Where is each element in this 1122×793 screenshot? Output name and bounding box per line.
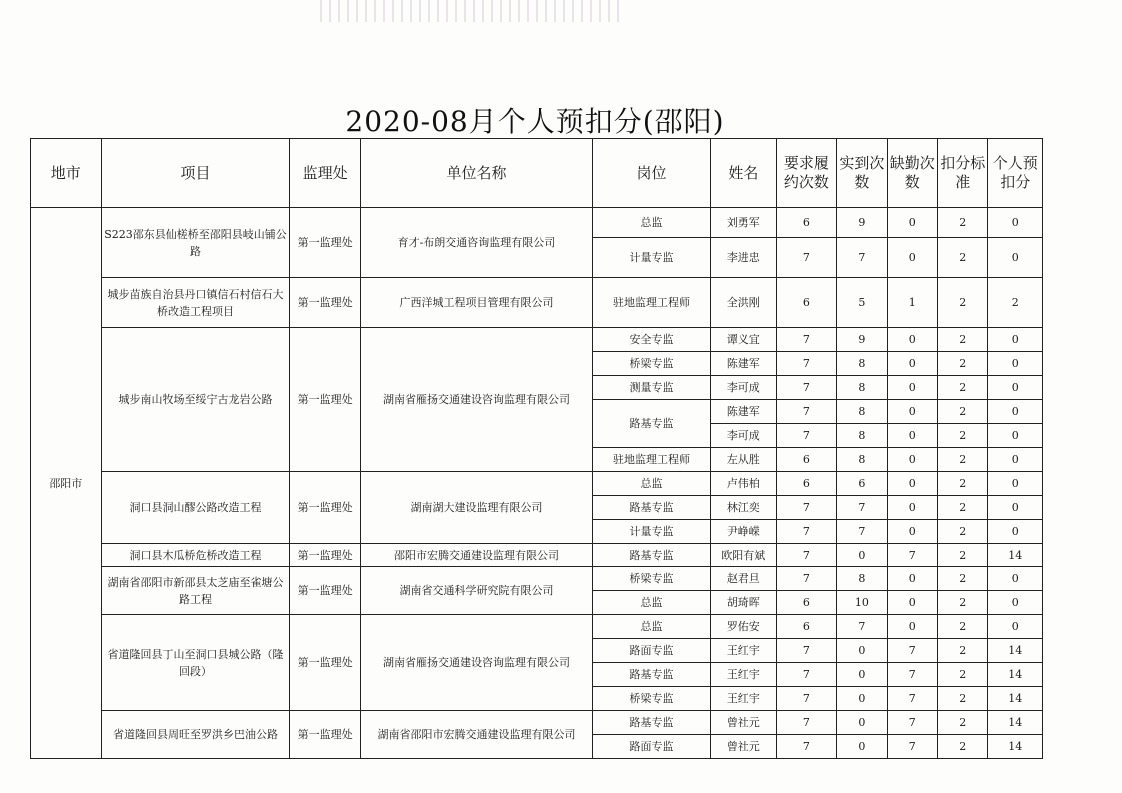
city-cell: 邵阳市 — [31, 208, 102, 759]
post-cell: 驻地监理工程师 — [592, 278, 710, 328]
table-row — [31, 208, 1043, 238]
post-cell: 桥梁专监 — [592, 687, 710, 711]
required-cell: 7 — [776, 328, 837, 352]
header-unit: 单位名称 — [360, 139, 592, 208]
standard-cell: 2 — [938, 567, 988, 591]
name-cell: 胡琦晖 — [711, 591, 777, 615]
deduction-cell: 0 — [988, 520, 1043, 544]
deduction-cell: 14 — [988, 687, 1043, 711]
name-cell: 李可成 — [711, 424, 777, 448]
deduction-cell: 0 — [988, 615, 1043, 639]
post-cell: 桥梁专监 — [592, 567, 710, 591]
present-cell: 0 — [837, 735, 887, 759]
present-cell: 7 — [837, 496, 887, 520]
absent-cell: 0 — [887, 472, 937, 496]
required-cell: 7 — [776, 400, 837, 424]
project-cell: 省道隆回县周旺至罗洪乡巴油公路 — [101, 711, 290, 759]
standard-cell: 2 — [938, 352, 988, 376]
required-cell: 7 — [776, 424, 837, 448]
present-cell: 0 — [837, 711, 887, 735]
deduction-cell: 14 — [988, 735, 1043, 759]
required-cell: 6 — [776, 278, 837, 328]
header-deduction: 个人预扣分 — [988, 139, 1043, 208]
standard-cell: 2 — [938, 448, 988, 472]
required-cell: 6 — [776, 448, 837, 472]
office-cell: 第一监理处 — [290, 567, 361, 615]
office-cell: 第一监理处 — [290, 544, 361, 567]
absent-cell: 1 — [887, 278, 937, 328]
post-cell: 路基专监 — [592, 400, 710, 448]
name-cell: 曾社元 — [711, 735, 777, 759]
standard-cell: 2 — [938, 400, 988, 424]
project-cell: 城步南山牧场至绥宁古龙岩公路 — [101, 328, 290, 472]
present-cell: 7 — [837, 615, 887, 639]
standard-cell: 2 — [938, 591, 988, 615]
absent-cell: 7 — [887, 687, 937, 711]
header-required: 要求履约次数 — [776, 139, 837, 208]
name-cell: 李进忠 — [711, 238, 777, 278]
present-cell: 10 — [837, 591, 887, 615]
project-cell: 洞口县洞山醪公路改造工程 — [101, 472, 290, 544]
standard-cell: 2 — [938, 472, 988, 496]
project-cell: S223邵东县仙槎桥至邵阳县岐山铺公路 — [101, 208, 290, 278]
absent-cell: 0 — [887, 496, 937, 520]
deduction-cell: 14 — [988, 544, 1043, 567]
required-cell: 7 — [776, 544, 837, 567]
header-office: 监理处 — [290, 139, 361, 208]
page-title: 2020-08月个人预扣分(邵阳) — [345, 105, 725, 138]
project-cell: 洞口县木瓜桥危桥改造工程 — [101, 544, 290, 567]
present-cell: 7 — [837, 520, 887, 544]
deduction-cell: 0 — [988, 352, 1043, 376]
present-cell: 9 — [837, 328, 887, 352]
present-cell: 6 — [837, 472, 887, 496]
deduction-cell: 14 — [988, 711, 1043, 735]
required-cell: 7 — [776, 663, 837, 687]
standard-cell: 2 — [938, 328, 988, 352]
standard-cell: 2 — [938, 208, 988, 238]
office-cell: 第一监理处 — [290, 328, 361, 472]
present-cell: 8 — [837, 567, 887, 591]
absent-cell: 0 — [887, 208, 937, 238]
office-cell: 第一监理处 — [290, 615, 361, 711]
deduction-cell: 0 — [988, 376, 1043, 400]
deduction-cell: 0 — [988, 567, 1043, 591]
office-cell: 第一监理处 — [290, 711, 361, 759]
post-cell: 桥梁专监 — [592, 352, 710, 376]
name-cell: 曾社元 — [711, 711, 777, 735]
standard-cell: 2 — [938, 544, 988, 567]
name-cell: 王红宇 — [711, 687, 777, 711]
unit-cell: 湖南省邵阳市宏腾交通建设监理有限公司 — [360, 711, 592, 759]
header-present: 实到次数 — [837, 139, 887, 208]
present-cell: 8 — [837, 400, 887, 424]
required-cell: 7 — [776, 496, 837, 520]
present-cell: 7 — [837, 238, 887, 278]
absent-cell: 7 — [887, 639, 937, 663]
table-row — [31, 278, 1043, 328]
unit-cell: 湖南省雁扬交通建设咨询监理有限公司 — [360, 615, 592, 711]
standard-cell: 2 — [938, 663, 988, 687]
present-cell: 0 — [837, 544, 887, 567]
post-cell: 计量专监 — [592, 238, 710, 278]
present-cell: 8 — [837, 448, 887, 472]
table-row — [31, 544, 1043, 567]
unit-cell: 湖南省交通科学研究院有限公司 — [360, 567, 592, 615]
deduction-cell: 0 — [988, 238, 1043, 278]
name-cell: 李可成 — [711, 376, 777, 400]
name-cell: 卢伟柏 — [711, 472, 777, 496]
deduction-cell: 0 — [988, 424, 1043, 448]
project-cell: 湖南省邵阳市新邵县太芝庙至雀塘公路工程 — [101, 567, 290, 615]
absent-cell: 7 — [887, 544, 937, 567]
name-cell: 刘勇军 — [711, 208, 777, 238]
required-cell: 7 — [776, 567, 837, 591]
required-cell: 6 — [776, 615, 837, 639]
unit-cell: 育才-布朗交通咨询监理有限公司 — [360, 208, 592, 278]
table-row — [31, 615, 1043, 639]
absent-cell: 0 — [887, 615, 937, 639]
present-cell: 0 — [837, 663, 887, 687]
table-body — [31, 208, 1043, 759]
absent-cell: 0 — [887, 448, 937, 472]
required-cell: 7 — [776, 711, 837, 735]
scan-mark — [320, 0, 620, 22]
deduction-cell: 0 — [988, 328, 1043, 352]
absent-cell: 7 — [887, 711, 937, 735]
deduction-table — [30, 138, 1043, 759]
standard-cell: 2 — [938, 615, 988, 639]
header-absent: 缺勤次数 — [887, 139, 937, 208]
absent-cell: 0 — [887, 352, 937, 376]
post-cell: 路面专监 — [592, 639, 710, 663]
standard-cell: 2 — [938, 639, 988, 663]
deduction-cell: 0 — [988, 208, 1043, 238]
standard-cell: 2 — [938, 238, 988, 278]
name-cell: 尹峥嵘 — [711, 520, 777, 544]
office-cell: 第一监理处 — [290, 472, 361, 544]
deduction-cell: 2 — [988, 278, 1043, 328]
name-cell: 陈建军 — [711, 352, 777, 376]
unit-cell: 湖南省雁扬交通建设咨询监理有限公司 — [360, 328, 592, 472]
office-cell: 第一监理处 — [290, 278, 361, 328]
header-post: 岗位 — [592, 139, 710, 208]
name-cell: 赵君旦 — [711, 567, 777, 591]
standard-cell: 2 — [938, 424, 988, 448]
name-cell: 王红宇 — [711, 663, 777, 687]
post-cell: 路基专监 — [592, 711, 710, 735]
deduction-cell: 0 — [988, 448, 1043, 472]
standard-cell: 2 — [938, 376, 988, 400]
post-cell: 路基专监 — [592, 663, 710, 687]
present-cell: 5 — [837, 278, 887, 328]
standard-cell: 2 — [938, 278, 988, 328]
post-cell: 总监 — [592, 615, 710, 639]
deduction-cell: 0 — [988, 496, 1043, 520]
absent-cell: 0 — [887, 400, 937, 424]
post-cell: 总监 — [592, 591, 710, 615]
present-cell: 8 — [837, 424, 887, 448]
header-name: 姓名 — [711, 139, 777, 208]
present-cell: 9 — [837, 208, 887, 238]
standard-cell: 2 — [938, 496, 988, 520]
absent-cell: 7 — [887, 663, 937, 687]
table-row — [31, 711, 1043, 735]
standard-cell: 2 — [938, 687, 988, 711]
post-cell: 路面专监 — [592, 735, 710, 759]
header-city: 地市 — [31, 139, 102, 208]
name-cell: 王红宇 — [711, 639, 777, 663]
header-row — [31, 139, 1043, 208]
post-cell: 总监 — [592, 472, 710, 496]
name-cell: 罗佑安 — [711, 615, 777, 639]
post-cell: 驻地监理工程师 — [592, 448, 710, 472]
required-cell: 7 — [776, 238, 837, 278]
name-cell: 林江奕 — [711, 496, 777, 520]
post-cell: 计量专监 — [592, 520, 710, 544]
name-cell: 全洪刚 — [711, 278, 777, 328]
standard-cell: 2 — [938, 711, 988, 735]
deduction-cell: 0 — [988, 400, 1043, 424]
absent-cell: 0 — [887, 328, 937, 352]
present-cell: 8 — [837, 352, 887, 376]
required-cell: 7 — [776, 352, 837, 376]
table-row — [31, 567, 1043, 591]
required-cell: 6 — [776, 208, 837, 238]
unit-cell: 邵阳市宏腾交通建设监理有限公司 — [360, 544, 592, 567]
required-cell: 6 — [776, 591, 837, 615]
absent-cell: 7 — [887, 735, 937, 759]
absent-cell: 0 — [887, 520, 937, 544]
absent-cell: 0 — [887, 238, 937, 278]
post-cell: 测量专监 — [592, 376, 710, 400]
project-cell: 省道隆回县丁山至洞口县城公路（隆回段） — [101, 615, 290, 711]
required-cell: 7 — [776, 376, 837, 400]
required-cell: 6 — [776, 472, 837, 496]
header-project: 项目 — [101, 139, 290, 208]
header-standard: 扣分标准 — [938, 139, 988, 208]
post-cell: 安全专监 — [592, 328, 710, 352]
required-cell: 7 — [776, 639, 837, 663]
post-cell: 路基专监 — [592, 496, 710, 520]
present-cell: 0 — [837, 639, 887, 663]
standard-cell: 2 — [938, 520, 988, 544]
post-cell: 总监 — [592, 208, 710, 238]
deduction-cell: 14 — [988, 639, 1043, 663]
absent-cell: 0 — [887, 567, 937, 591]
absent-cell: 0 — [887, 591, 937, 615]
deduction-cell: 0 — [988, 472, 1043, 496]
name-cell: 谭义宜 — [711, 328, 777, 352]
unit-cell: 湖南湖大建设监理有限公司 — [360, 472, 592, 544]
present-cell: 8 — [837, 376, 887, 400]
absent-cell: 0 — [887, 424, 937, 448]
required-cell: 7 — [776, 520, 837, 544]
project-cell: 城步苗族自治县丹口镇信石村信石大桥改造工程项目 — [101, 278, 290, 328]
absent-cell: 0 — [887, 376, 937, 400]
present-cell: 0 — [837, 687, 887, 711]
office-cell: 第一监理处 — [290, 208, 361, 278]
required-cell: 7 — [776, 735, 837, 759]
name-cell: 左从胜 — [711, 448, 777, 472]
name-cell: 陈建军 — [711, 400, 777, 424]
post-cell: 路基专监 — [592, 544, 710, 567]
deduction-cell: 14 — [988, 663, 1043, 687]
name-cell: 欧阳有斌 — [711, 544, 777, 567]
table-row — [31, 472, 1043, 496]
standard-cell: 2 — [938, 735, 988, 759]
deduction-cell: 0 — [988, 591, 1043, 615]
unit-cell: 广西洋城工程项目管理有限公司 — [360, 278, 592, 328]
table-row — [31, 328, 1043, 352]
required-cell: 7 — [776, 687, 837, 711]
